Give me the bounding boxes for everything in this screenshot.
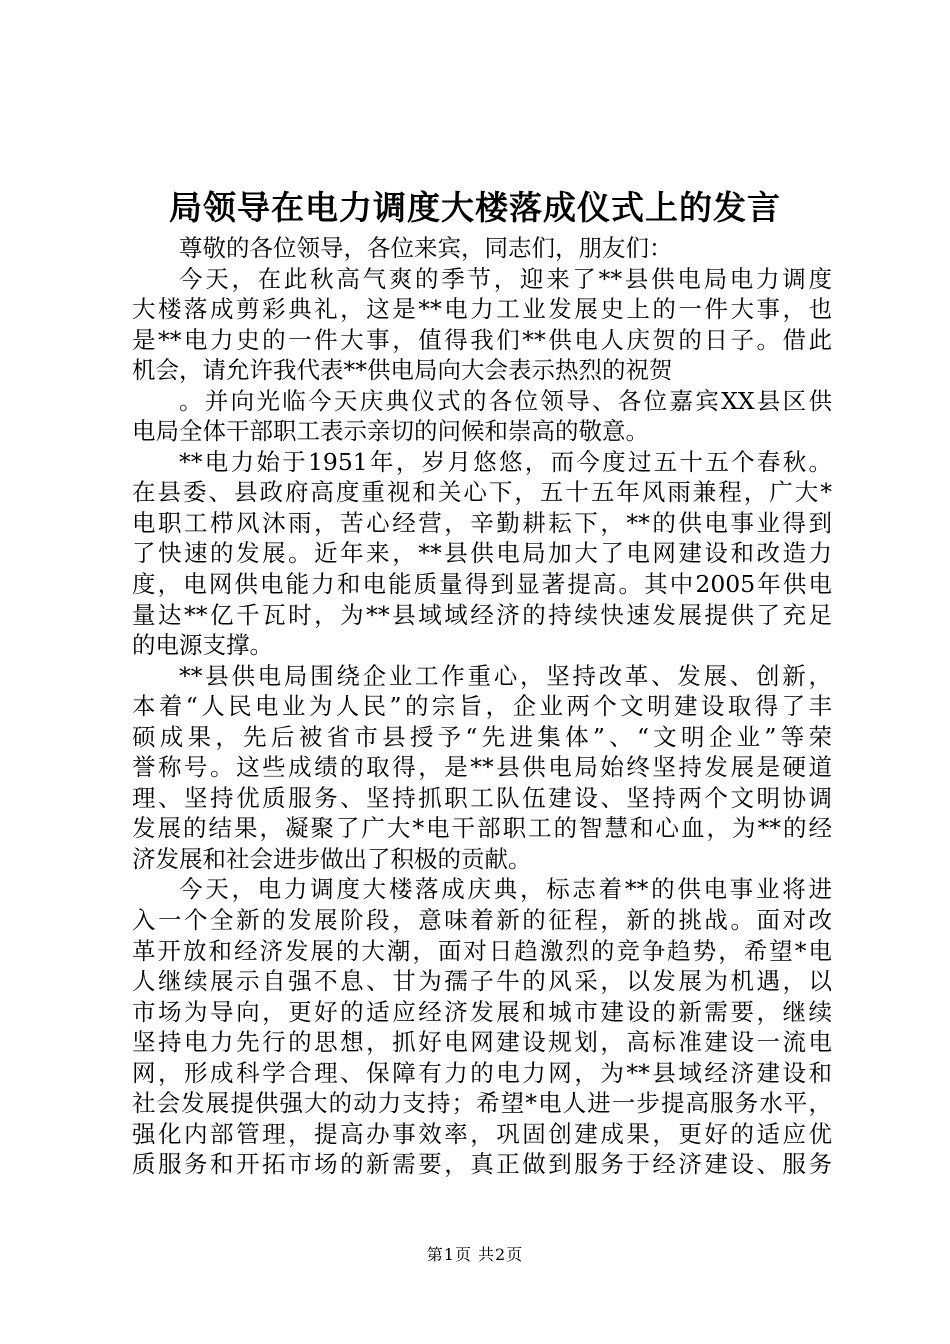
- document-title: 局领导在电力调度大楼落成仪式上的发言: [169, 188, 781, 227]
- text-line: 网，形成科学合理、保障有力的电力网，为**县域经济建设和: [132, 1058, 832, 1087]
- text-line: 强化内部管理，提高办事效率，巩固创建成果，更好的适应优: [132, 1119, 832, 1148]
- text-line: 市场为导向，更好的适应经济发展和城市建设的新需要，继续: [132, 997, 832, 1026]
- text-line: 今天，电力调度大楼落成庆典，标志着**的供电事业将进: [179, 875, 832, 904]
- text-line: 电局全体干部职工表示亲切的问候和崇高的敬意。: [132, 417, 649, 446]
- text-line: 机会，请允许我代表**供电局向大会表示热烈的祝贺: [132, 356, 673, 385]
- text-line: 。并向光临今天庆典仪式的各位领导、各位嘉宾XX县区供: [179, 386, 832, 415]
- text-line: 坚持电力先行的思想，抓好电网建设规划，高标准建设一流电: [132, 1028, 832, 1057]
- text-line: 发展的结果，凝聚了广大*电干部职工的智慧和心血，为**的经: [132, 814, 832, 843]
- text-line: **县供电局围绕企业工作重心，坚持改革、发展、创新，: [179, 661, 832, 690]
- text-line: 入一个全新的发展阶段，意味着新的征程，新的挑战。面对改: [132, 906, 832, 935]
- text-line: 度，电网供电能力和电能质量得到显著提高。其中2005年供电: [132, 570, 832, 599]
- text-line: 了快速的发展。近年来，**县供电局加大了电网建设和改造力: [132, 539, 832, 568]
- text-line: **电力始于1951年，岁月悠悠，而今度过五十五个春秋。: [179, 447, 832, 476]
- text-line: 量达**亿千瓦时，为**县域域经济的持续快速发展提供了充足: [132, 600, 832, 629]
- text-line: 是**电力史的一件大事，值得我们**供电人庆贺的日子。借此: [132, 325, 832, 354]
- text-line: 理、坚持优质服务、坚持抓职工队伍建设、坚持两个文明协调: [132, 783, 832, 812]
- text-line: 大楼落成剪彩典礼，这是**电力工业发展史上的一件大事，也: [132, 295, 832, 324]
- text-line: 誉称号。这些成绩的取得，是**县供电局始终坚持发展是硬道: [132, 753, 832, 782]
- text-line: 电职工栉风沐雨，苦心经营，辛勤耕耘下，**的供电事业得到: [132, 508, 832, 537]
- text-line: 革开放和经济发展的大潮，面对日趋激烈的竞争趋势，希望*电: [132, 936, 832, 965]
- page-footer: 第1页 共2页: [426, 1245, 524, 1264]
- document-body: [132, 233, 832, 1180]
- text-line: 今天，在此秋高气爽的季节，迎来了**县供电局电力调度: [179, 264, 832, 293]
- text-line: 社会发展提供强大的动力支持；希望*电人进一步提高服务水平，: [132, 1089, 832, 1118]
- text-line: 硕成果，先后被省市县授予“先进集体”、“文明企业”等荣: [132, 722, 832, 751]
- text-line: 尊敬的各位领导，各位来宾，同志们，朋友们：: [179, 234, 673, 262]
- text-line: 质服务和开拓市场的新需要，真正做到服务于经济建设、服务: [132, 1150, 832, 1179]
- text-line: 人继续展示自强不息、甘为孺子牛的风采，以发展为机遇，以: [132, 967, 832, 996]
- text-line: 在县委、县政府高度重视和关心下，五十五年风雨兼程，广大*: [132, 478, 832, 507]
- text-line: 的电源支撑。: [132, 631, 273, 660]
- text-line: 济发展和社会进步做出了积极的贡献。: [132, 844, 532, 873]
- text-line: 本着“人民电业为人民”的宗旨，企业两个文明建设取得了丰: [132, 692, 832, 721]
